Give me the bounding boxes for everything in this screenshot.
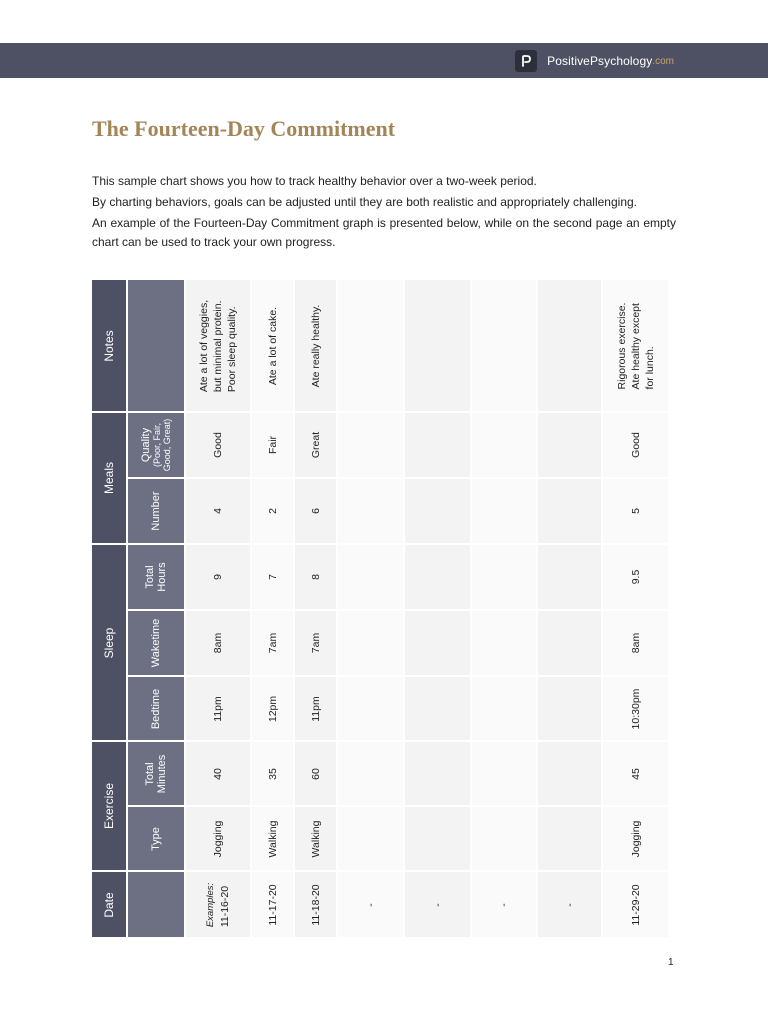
table-cell-quality <box>603 413 668 477</box>
table-cell-notes <box>295 280 336 411</box>
minutes-text: 35 <box>266 767 279 780</box>
table-cell-date <box>252 872 293 937</box>
date-text: - <box>364 902 377 907</box>
table-cell-number <box>472 479 536 543</box>
table-cell-hours <box>252 545 293 609</box>
table-cell-hours <box>603 545 668 609</box>
type-text: Walking <box>266 820 279 857</box>
group-header-date <box>92 872 126 937</box>
subheader-quality-label <box>140 419 172 472</box>
subheader-total-minutes <box>128 742 184 805</box>
subheader-bedtime <box>128 677 184 740</box>
table-cell-notes <box>252 280 293 411</box>
waketime-text: 8am <box>629 632 642 654</box>
brand[interactable] <box>515 50 674 72</box>
notes-text-line: Ate really healthy. <box>309 304 322 387</box>
table-cell-date <box>472 872 536 937</box>
date-text: - <box>498 902 510 907</box>
subheader-total-hours-label <box>144 562 168 591</box>
table-cell-bedtime <box>295 677 336 740</box>
minutes-text: 40 <box>212 767 224 780</box>
number-text: 2 <box>266 508 279 514</box>
notes-text-line: Ate a lot of cake. <box>266 306 279 385</box>
subheader-quality-label-line: Quality <box>140 427 152 463</box>
subheader-notes <box>128 280 184 411</box>
hours-text: 9 <box>212 574 224 580</box>
number-text: 6 <box>309 508 322 514</box>
minutes-text: 45 <box>629 767 642 780</box>
subheader-number-label: Number <box>150 491 162 531</box>
subheader-quality <box>128 413 184 477</box>
quality-text: Fair <box>266 435 279 455</box>
table-cell-date <box>295 872 336 937</box>
table-cell-number <box>338 479 403 543</box>
type-text: Jogging <box>629 820 642 857</box>
type-text: Walking <box>309 820 322 857</box>
type-text: Jogging <box>212 820 224 857</box>
table-cell-number <box>405 479 470 543</box>
table-cell-waketime <box>405 611 470 675</box>
intro-paragraph-2: By charting behaviors, goals can be adjusted until they are both realistic and appropriately challenging. <box>92 195 638 209</box>
notes-text <box>197 299 239 391</box>
table-cell-waketime <box>295 611 336 675</box>
notes-text-line: Ate healthy except <box>629 302 642 389</box>
subheader-total-hours <box>128 545 184 609</box>
table-cell-quality <box>252 413 293 477</box>
bedtime-text: 11pm <box>309 695 322 722</box>
table-cell-number <box>252 479 293 543</box>
group-header-sleep-label: Sleep <box>102 627 116 658</box>
commitment-table <box>92 280 668 937</box>
table-cell-type <box>338 807 403 870</box>
table-cell-waketime <box>603 611 668 675</box>
bedtime-text: 10:30pm <box>629 688 642 729</box>
table-cell-number <box>186 479 250 543</box>
quality-text: Good <box>212 432 224 458</box>
table-cell-date <box>603 872 668 937</box>
table-cell-notes <box>405 280 470 411</box>
table-cell-date <box>405 872 470 937</box>
table-cell-minutes <box>472 742 536 805</box>
hours-text: 7 <box>266 574 279 580</box>
group-header-meals-label: Meals <box>102 461 116 495</box>
waketime-text: 7am <box>266 632 279 654</box>
table-cell-quality <box>472 413 536 477</box>
quality-text: Great <box>309 431 322 459</box>
table-cell-bedtime <box>472 677 536 740</box>
table-cell-waketime <box>186 611 250 675</box>
date-text: 11-18-20 <box>309 883 322 926</box>
table-cell-type <box>186 807 250 870</box>
table-cell-quality <box>405 413 470 477</box>
group-header-meals <box>92 413 126 543</box>
hours-text: 9.5 <box>629 569 642 585</box>
subheader-number <box>128 479 184 543</box>
table-cell-bedtime <box>252 677 293 740</box>
group-header-notes-label: Notes <box>102 329 116 362</box>
table-cell-minutes <box>252 742 293 805</box>
table-cell-bedtime <box>405 677 470 740</box>
date-text: 11-29-20 <box>629 883 642 926</box>
table-cell-minutes <box>603 742 668 805</box>
notes-text-line: Ate a lot of veggies, <box>198 299 210 392</box>
table-cell-bedtime <box>538 677 601 740</box>
date-text: - <box>431 902 444 907</box>
table-cell-minutes <box>538 742 601 805</box>
table-cell-waketime <box>538 611 601 675</box>
table-cell-quality <box>186 413 250 477</box>
intro-paragraph-3: An example of the Fourteen-Day Commitment graph is presented below, while on the second page an empty chart can be used to track your own progress. <box>92 216 676 249</box>
group-header-sleep <box>92 545 126 740</box>
table-cell-waketime <box>472 611 536 675</box>
subheader-total-minutes-label <box>144 754 168 793</box>
group-header-exercise <box>92 742 126 870</box>
table-cell-minutes <box>338 742 403 805</box>
subheader-total-minutes-label-line: Total <box>144 761 156 786</box>
subheader-type-label: Type <box>150 826 162 851</box>
intro-text <box>92 172 676 254</box>
table-cell-bedtime <box>338 677 403 740</box>
table-cell-waketime <box>252 611 293 675</box>
subheader-total-hours-label-line: Hours <box>156 562 168 592</box>
notes-text-line: Poor sleep quality. <box>226 306 238 392</box>
number-text: 5 <box>629 508 642 514</box>
notes-text <box>615 302 657 389</box>
table-cell-type <box>295 807 336 870</box>
table-cell-notes <box>538 280 601 411</box>
quality-text: Good <box>629 432 642 458</box>
hours-text: 8 <box>309 574 322 580</box>
table-cell-quality <box>538 413 601 477</box>
minutes-text: 60 <box>309 767 322 780</box>
table-cell-number <box>603 479 668 543</box>
table-cell-notes <box>603 280 668 411</box>
p-logo-icon <box>515 50 537 72</box>
subheader-quality-label-line: (Poor, Fair, <box>152 423 162 468</box>
group-header-date-label: Date <box>102 891 116 918</box>
page-number: 1 <box>668 957 674 968</box>
table-cell-number <box>538 479 601 543</box>
subheader-date <box>128 872 184 937</box>
number-text: 4 <box>212 508 224 514</box>
date-text <box>204 882 232 926</box>
notes-text-line: but minimal protein. <box>212 299 224 392</box>
subheader-waketime-label: Waketime <box>150 618 162 668</box>
subheader-quality-label-line: Good, Great) <box>162 418 172 472</box>
table-cell-date <box>186 872 250 937</box>
table-cell-hours <box>538 545 601 609</box>
date-text: - <box>563 902 576 907</box>
brand-name: PositivePsychology <box>547 54 653 68</box>
notes-text <box>309 304 323 387</box>
header-bar <box>0 43 768 78</box>
brand-tld: .com <box>652 55 674 67</box>
waketime-text: 7am <box>309 632 322 654</box>
bedtime-text: 12pm <box>266 695 279 722</box>
group-header-exercise-label: Exercise <box>102 782 116 830</box>
table-cell-bedtime <box>603 677 668 740</box>
intro-paragraph-1: This sample chart shows you how to track healthy behavior over a two-week period. <box>92 174 537 188</box>
table-cell-notes <box>338 280 403 411</box>
table-cell-hours <box>186 545 250 609</box>
date-value: 11-16-20 <box>219 885 231 927</box>
table-cell-type <box>603 807 668 870</box>
table-cell-date <box>338 872 403 937</box>
table-cell-quality <box>338 413 403 477</box>
table-cell-minutes <box>295 742 336 805</box>
subheader-total-hours-label-line: Total <box>144 565 156 589</box>
subheader-total-minutes-label-line: Minutes <box>156 754 168 793</box>
table-cell-hours <box>338 545 403 609</box>
table-cell-hours <box>295 545 336 609</box>
table-cell-type <box>472 807 536 870</box>
table-cell-hours <box>405 545 470 609</box>
page-title: The Fourteen-Day Commitment <box>92 116 396 141</box>
table-cell-bedtime <box>186 677 250 740</box>
table-cell-type <box>538 807 601 870</box>
table-cell-type <box>405 807 470 870</box>
notes-text-line: Rigorous exercise. <box>615 302 628 389</box>
date-text: 11-17-20 <box>266 883 279 926</box>
table-cell-waketime <box>338 611 403 675</box>
table-cell-type <box>252 807 293 870</box>
table-cell-minutes <box>405 742 470 805</box>
subheader-bedtime-label: Bedtime <box>150 688 162 729</box>
waketime-text: 8am <box>212 632 224 654</box>
subheader-type <box>128 807 184 870</box>
table-cell-notes <box>472 280 536 411</box>
table-cell-minutes <box>186 742 250 805</box>
subheader-waketime <box>128 611 184 675</box>
table-cell-hours <box>472 545 536 609</box>
table-cell-number <box>295 479 336 543</box>
notes-text-line: for lunch. <box>643 345 656 389</box>
table-cell-date <box>538 872 601 937</box>
table-cell-notes <box>186 280 250 411</box>
notes-text <box>266 306 280 384</box>
group-header-notes <box>92 280 126 411</box>
examples-label: Examples: <box>205 882 216 927</box>
table-cell-quality <box>295 413 336 477</box>
bedtime-text: 11pm <box>212 695 224 722</box>
